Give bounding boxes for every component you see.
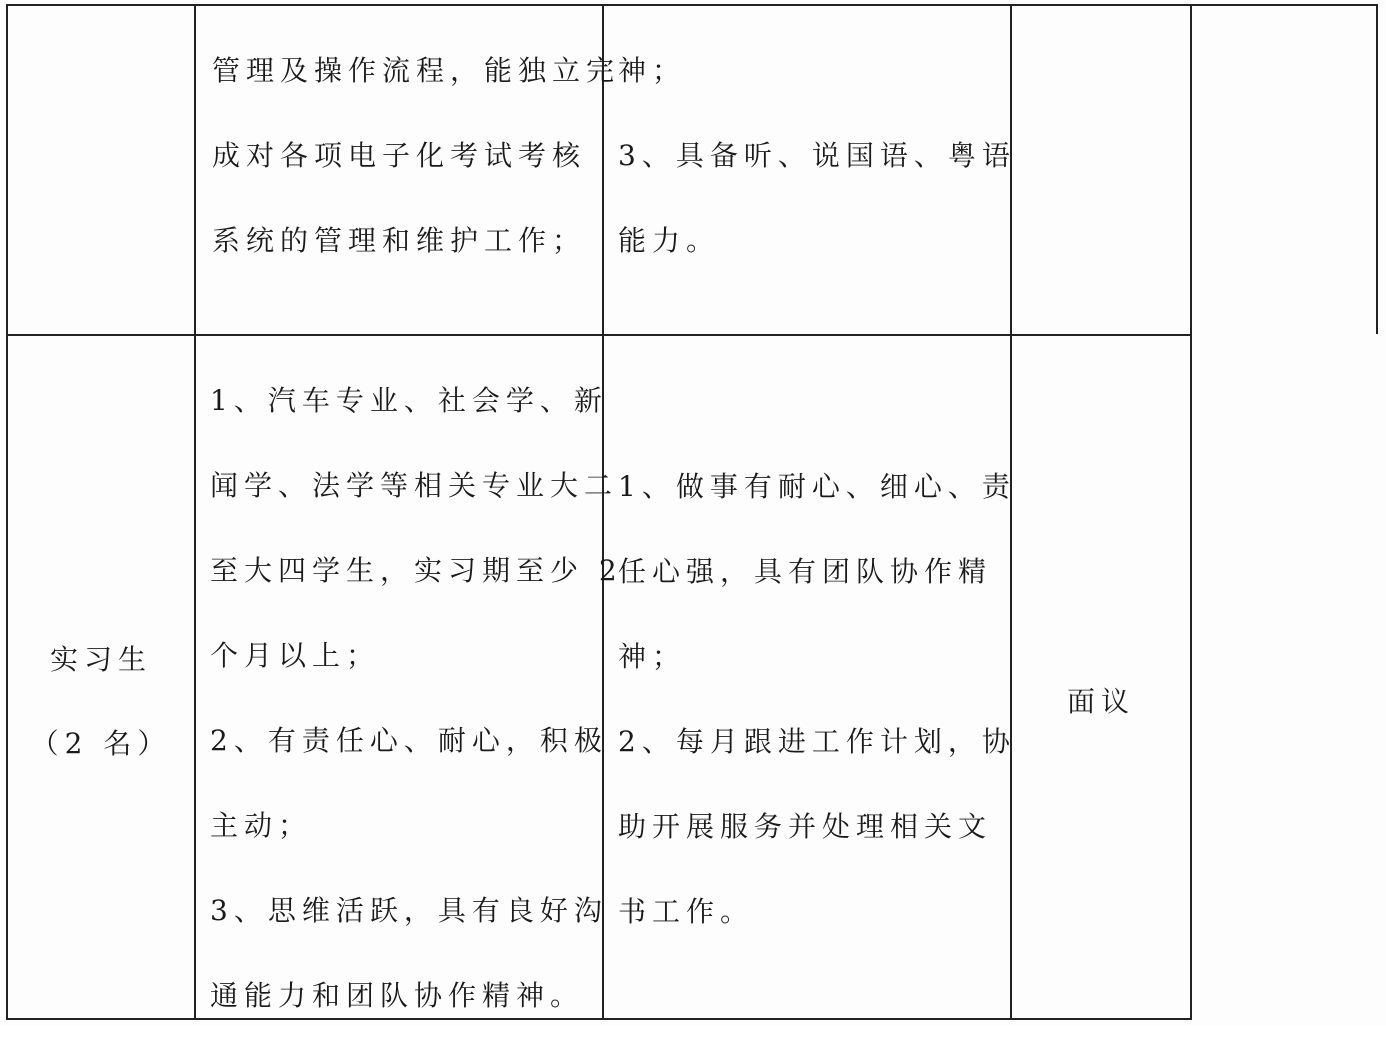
text-line: 至大四学生，实习期至少 2 [210,554,623,587]
row-divider [6,334,1192,336]
row2-qualifications-cell [618,444,1016,954]
col-border-right [1376,4,1378,334]
text-line: 2、每月跟进工作计划，协 [618,725,1016,758]
text-line: 系统的管理和维护工作； [212,224,587,257]
text-line: 通能力和团队协作精神。 [210,979,585,1012]
table-top-border [6,4,1378,6]
row1-requirements-cell [212,28,620,283]
text-line: 助开展服务并处理相关文 [618,810,993,843]
text-line: 书工作。 [618,895,755,928]
text-line: 神； [618,54,687,87]
salary-cell: 面议 [1066,685,1135,718]
col-border-1 [194,4,196,1020]
text-line: 神； [618,640,687,673]
text-line: 个月以上； [210,639,381,672]
text-line: 主动； [210,809,313,842]
text-line: 任心强，具有团队协作精 [618,555,993,588]
text-line: 1、汽车专业、社会学、新 [210,384,608,417]
text-line: 闻学、法学等相关专业大二 [210,469,619,502]
row2-requirements-cell [210,358,623,1038]
text-line: 1、做事有耐心、细心、责 [618,470,1016,503]
text-line: 成对各项电子化考试考核 [212,139,587,172]
row1-qualifications-cell [618,28,1016,283]
position-name: 实习生 [49,643,152,676]
text-line: 2、有责任心、耐心，积极 [210,724,608,757]
text-line: 3、具备听、说国语、粤语 [618,139,1016,172]
col-border-left [6,4,8,1020]
text-line: 能力。 [618,224,721,257]
text-line: 3、思维活跃，具有良好沟 [210,894,608,927]
text-line: 管理及操作流程，能独立完 [212,54,621,87]
position-count: （2 名） [30,727,172,760]
col-border-4 [1190,4,1192,1020]
